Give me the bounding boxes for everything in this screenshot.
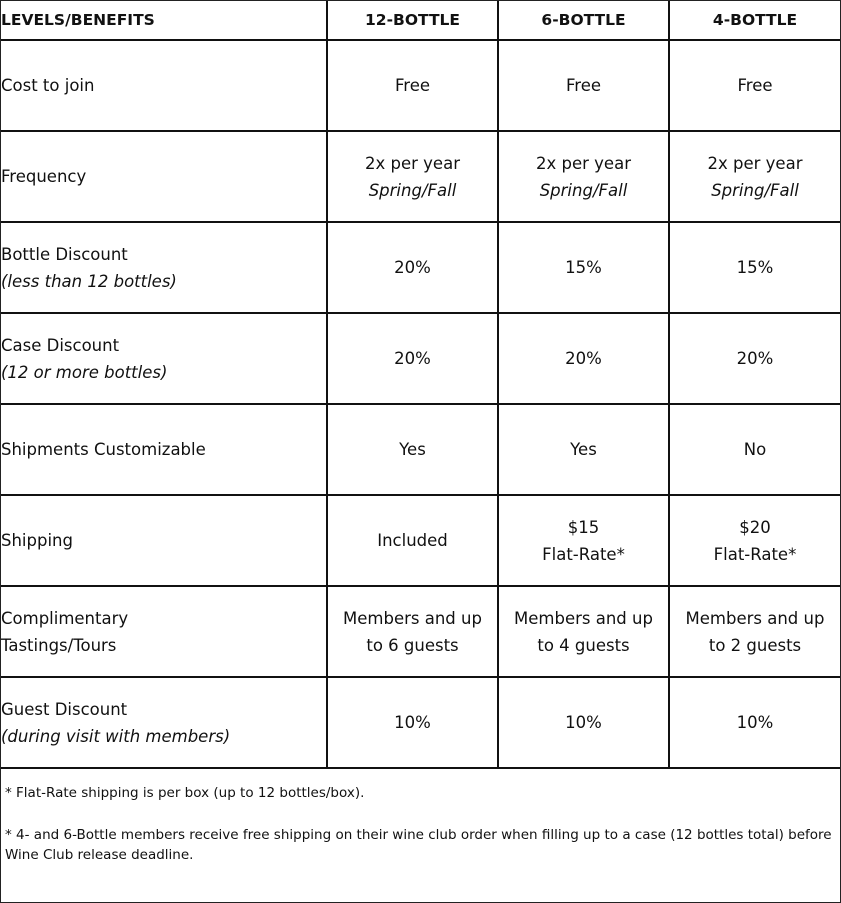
value-6-bottle: 20% [498, 313, 669, 404]
row-frequency [1, 131, 840, 222]
value-6-bottle: Members and up to 4 guests [498, 586, 669, 677]
value-4-bottle: Members and up to 2 guests [669, 586, 840, 677]
value-12-bottle: 10% [327, 677, 498, 768]
row-shipments-customizable [1, 404, 840, 495]
value-4-bottle: 10% [669, 677, 840, 768]
footnote-flat-rate: * Flat-Rate shipping is per box (up to 12 bottles/box). [5, 785, 365, 801]
row-case-discount [1, 313, 840, 404]
value-4-bottle: $20 Flat-Rate* [669, 495, 840, 586]
value-6-bottle: 2x per year Spring/Fall [498, 131, 669, 222]
value-4-bottle: 2x per year Spring/Fall [669, 131, 840, 222]
value-12-bottle: 20% [327, 313, 498, 404]
row-complimentary-tastings [1, 586, 840, 677]
row-shipping [1, 495, 840, 586]
row-guest-discount [1, 677, 840, 768]
value-6-bottle: 15% [498, 222, 669, 313]
row-label: Frequency [1, 131, 327, 222]
header-12-bottle: 12-BOTTLE [327, 1, 498, 40]
value-6-bottle: Yes [498, 404, 669, 495]
row-label: Cost to join [1, 40, 327, 131]
row-label: Bottle Discount (less than 12 bottles) [1, 222, 327, 313]
row-bottle-discount [1, 222, 840, 313]
benefits-table [1, 1, 840, 769]
value-4-bottle: No [669, 404, 840, 495]
header-6-bottle: 6-BOTTLE [498, 1, 669, 40]
value-12-bottle: Members and up to 6 guests [327, 586, 498, 677]
value-6-bottle: Free [498, 40, 669, 131]
footnotes [1, 769, 840, 865]
row-label: Shipments Customizable [1, 404, 327, 495]
value-4-bottle: 15% [669, 222, 840, 313]
value-12-bottle: 2x per year Spring/Fall [327, 131, 498, 222]
header-row [1, 1, 840, 40]
value-4-bottle: 20% [669, 313, 840, 404]
row-cost-to-join [1, 40, 840, 131]
value-6-bottle: $15 Flat-Rate* [498, 495, 669, 586]
row-label: Case Discount (12 or more bottles) [1, 313, 327, 404]
value-12-bottle: Yes [327, 404, 498, 495]
footnote-free-shipping: * 4- and 6-Bottle members receive free shipping on their wine club order when filling up to a case (12 bottles total) before Wine Club release deadline. [5, 827, 832, 863]
value-12-bottle: Free [327, 40, 498, 131]
value-12-bottle: 20% [327, 222, 498, 313]
header-levels-benefits: LEVELS/BENEFITS [1, 1, 327, 40]
value-6-bottle: 10% [498, 677, 669, 768]
value-4-bottle: Free [669, 40, 840, 131]
row-label: Guest Discount (during visit with members) [1, 677, 327, 768]
row-label: Shipping [1, 495, 327, 586]
header-4-bottle: 4-BOTTLE [669, 1, 840, 40]
value-12-bottle: Included [327, 495, 498, 586]
row-label: Complimentary Tastings/Tours [1, 586, 327, 677]
